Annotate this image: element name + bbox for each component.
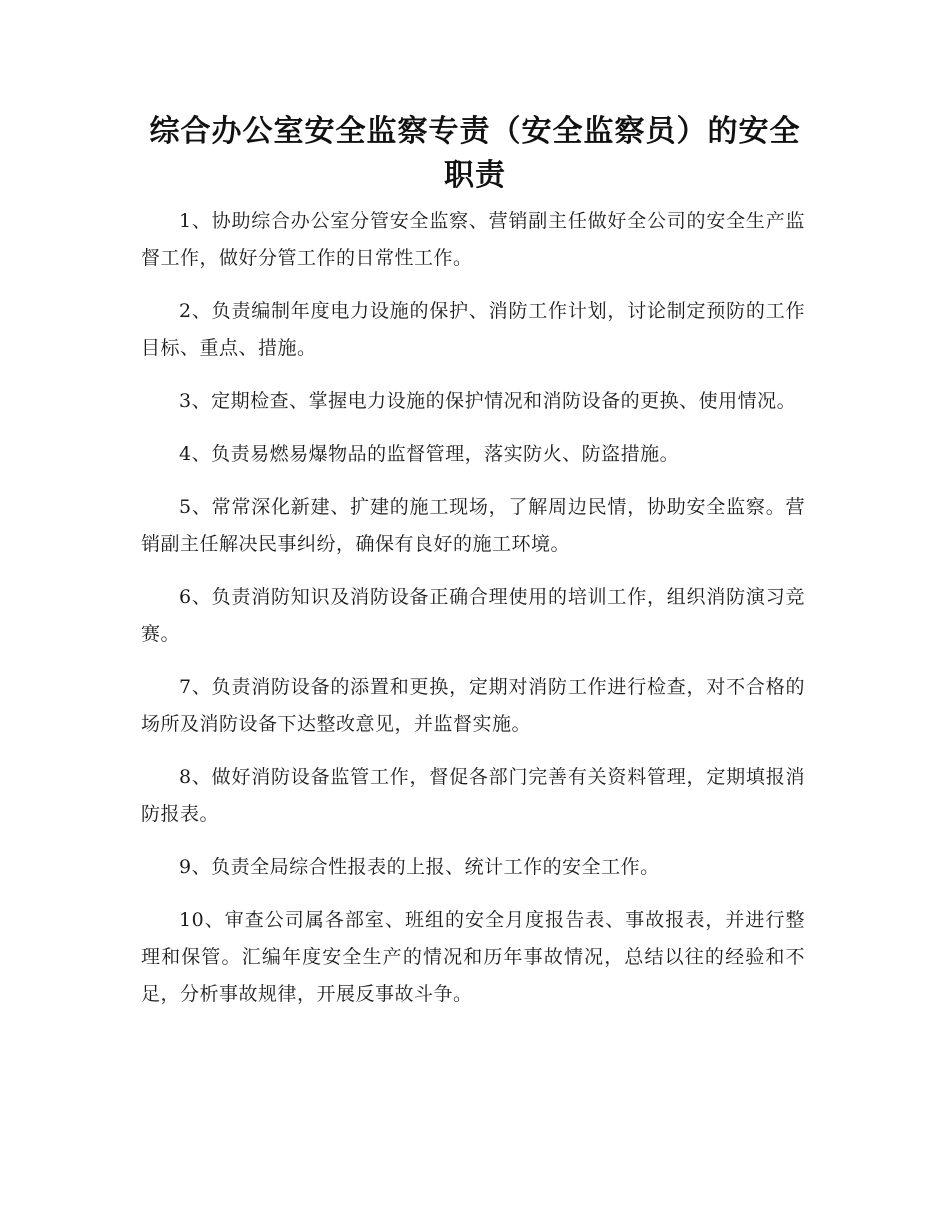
duty-paragraph-6: 6、负责消防知识及消防设备正确合理使用的培训工作，组织消防演习竞赛。 — [141, 586, 805, 645]
duty-paragraph-2: 2、负责编制年度电力设施的保护、消防工作计划，讨论制定预防的工作目标、重点、措施。 — [141, 300, 805, 359]
duty-paragraph-9: 9、负责全局综合性报表的上报、统计工作的安全工作。 — [179, 856, 660, 878]
document-body — [141, 203, 805, 1029]
duty-paragraph-3: 3、定期检查、掌握电力设施的保护情况和消防设备的更换、使用情况。 — [179, 390, 797, 412]
duty-paragraph-7: 7、负责消防设备的添置和更换，定期对消防工作进行检查，对不合格的场所及消防设备下达整改意见，并监督实施。 — [141, 676, 805, 735]
duty-paragraph-5: 5、常常深化新建、扩建的施工现场，了解周边民情，协助安全监察。营销副主任解决民事纠纷，确保有良好的施工环境。 — [141, 496, 805, 555]
duty-paragraph-4: 4、负责易燃易爆物品的监督管理，落实防火、防盗措施。 — [179, 443, 680, 465]
duty-paragraph-10: 10、审查公司属各部室、班组的安全月度报告表、事故报表，并进行整理和保管。汇编年度安全生产的情况和历年事故情况，总结以往的经验和不足，分析事故规律，开展反事故斗争。 — [141, 909, 805, 1005]
duty-paragraph-1: 1、协助综合办公室分管安全监察、营销副主任做好全公司的安全生产监督工作，做好分管工作的日常性工作。 — [141, 210, 805, 269]
document-title: 综合办公室安全监察专责（安全监察员）的安全职责 — [149, 114, 801, 193]
duty-paragraph-8: 8、做好消防设备监管工作，督促各部门完善有关资料管理，定期填报消防报表。 — [141, 766, 805, 825]
